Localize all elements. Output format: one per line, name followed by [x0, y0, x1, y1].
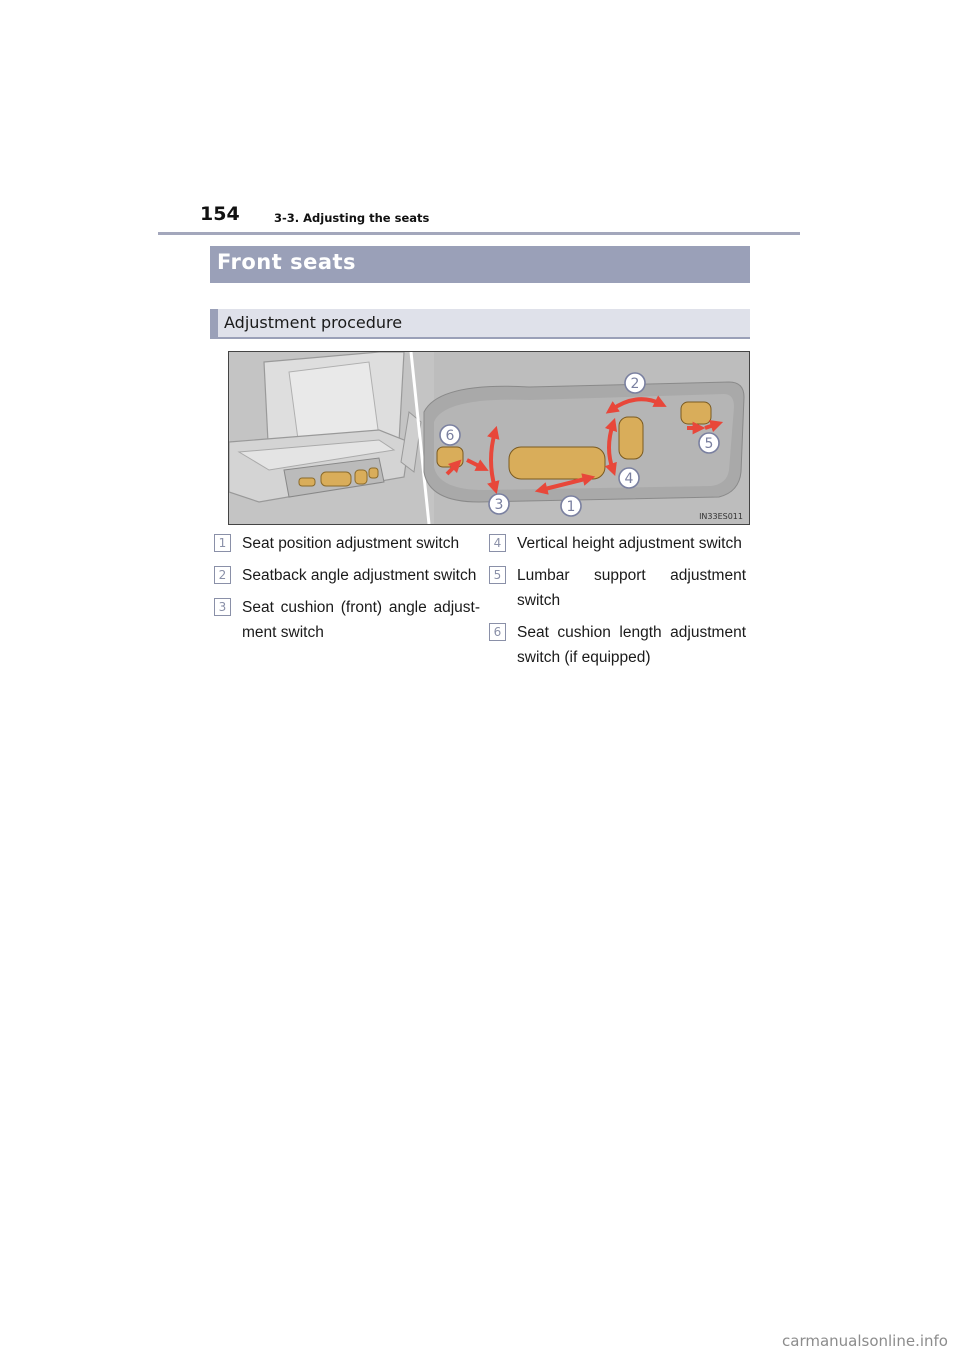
- list-item: [489, 563, 746, 613]
- list-item: [489, 620, 746, 670]
- svg-text:2: 2: [630, 376, 640, 392]
- section-title: 3-3. Adjusting the seats: [274, 211, 430, 225]
- subheading-bar: [210, 309, 750, 339]
- list-item: [214, 595, 480, 645]
- item-number-4: 4: [489, 534, 506, 552]
- svg-text:1: 1: [566, 499, 576, 515]
- list-item: [214, 563, 480, 588]
- page-title: Front seats: [217, 250, 357, 274]
- list-item: [214, 531, 480, 556]
- subheading: Adjustment procedure: [224, 313, 403, 332]
- subheading-accent: [210, 309, 218, 339]
- callout-3: [489, 494, 509, 514]
- page-number: 154: [200, 203, 240, 225]
- callout-4: [619, 468, 639, 488]
- item-number-5: 5: [489, 566, 506, 584]
- header-rule: [158, 232, 800, 235]
- svg-text:4: 4: [624, 471, 634, 487]
- item-text-1: Seat position adjustment switch: [242, 535, 460, 552]
- callout-2: [625, 373, 645, 393]
- heading-bar: [210, 246, 750, 283]
- figure-code: IN33ES011: [699, 512, 743, 521]
- svg-text:5: 5: [704, 436, 714, 452]
- item-number-3: 3: [214, 598, 231, 616]
- seatback-switch: [619, 417, 643, 459]
- callout-6: [440, 425, 460, 445]
- legend-right-column: [489, 531, 746, 677]
- item-text-6: Seat cushion length adjustment switch (if equipped): [517, 624, 746, 666]
- seat-position-switch: [509, 447, 605, 479]
- callout-1: [561, 496, 581, 516]
- item-text-4: Vertical height adjustment switch: [517, 535, 742, 552]
- svg-text:3: 3: [494, 497, 504, 513]
- item-number-1: 1: [214, 534, 231, 552]
- item-text-2: Seatback angle adjustment switch: [242, 567, 477, 584]
- item-text-5: Lumbar support adjustment switch: [517, 567, 746, 609]
- watermark: carmanualsonline.info: [782, 1332, 948, 1350]
- item-number-6: 6: [489, 623, 506, 641]
- item-text-3: Seat cushion (front) angle adjust-ment switch: [242, 599, 480, 641]
- list-item: [489, 531, 746, 556]
- lumbar-switch: [681, 402, 711, 424]
- callout-5: [699, 433, 719, 453]
- legend-left-column: [214, 531, 480, 652]
- cushion-length-switch: [437, 447, 463, 467]
- svg-text:6: 6: [445, 428, 455, 444]
- item-number-2: 2: [214, 566, 231, 584]
- seat-illustration-svg: [229, 352, 749, 524]
- seat-illustration: [228, 351, 750, 525]
